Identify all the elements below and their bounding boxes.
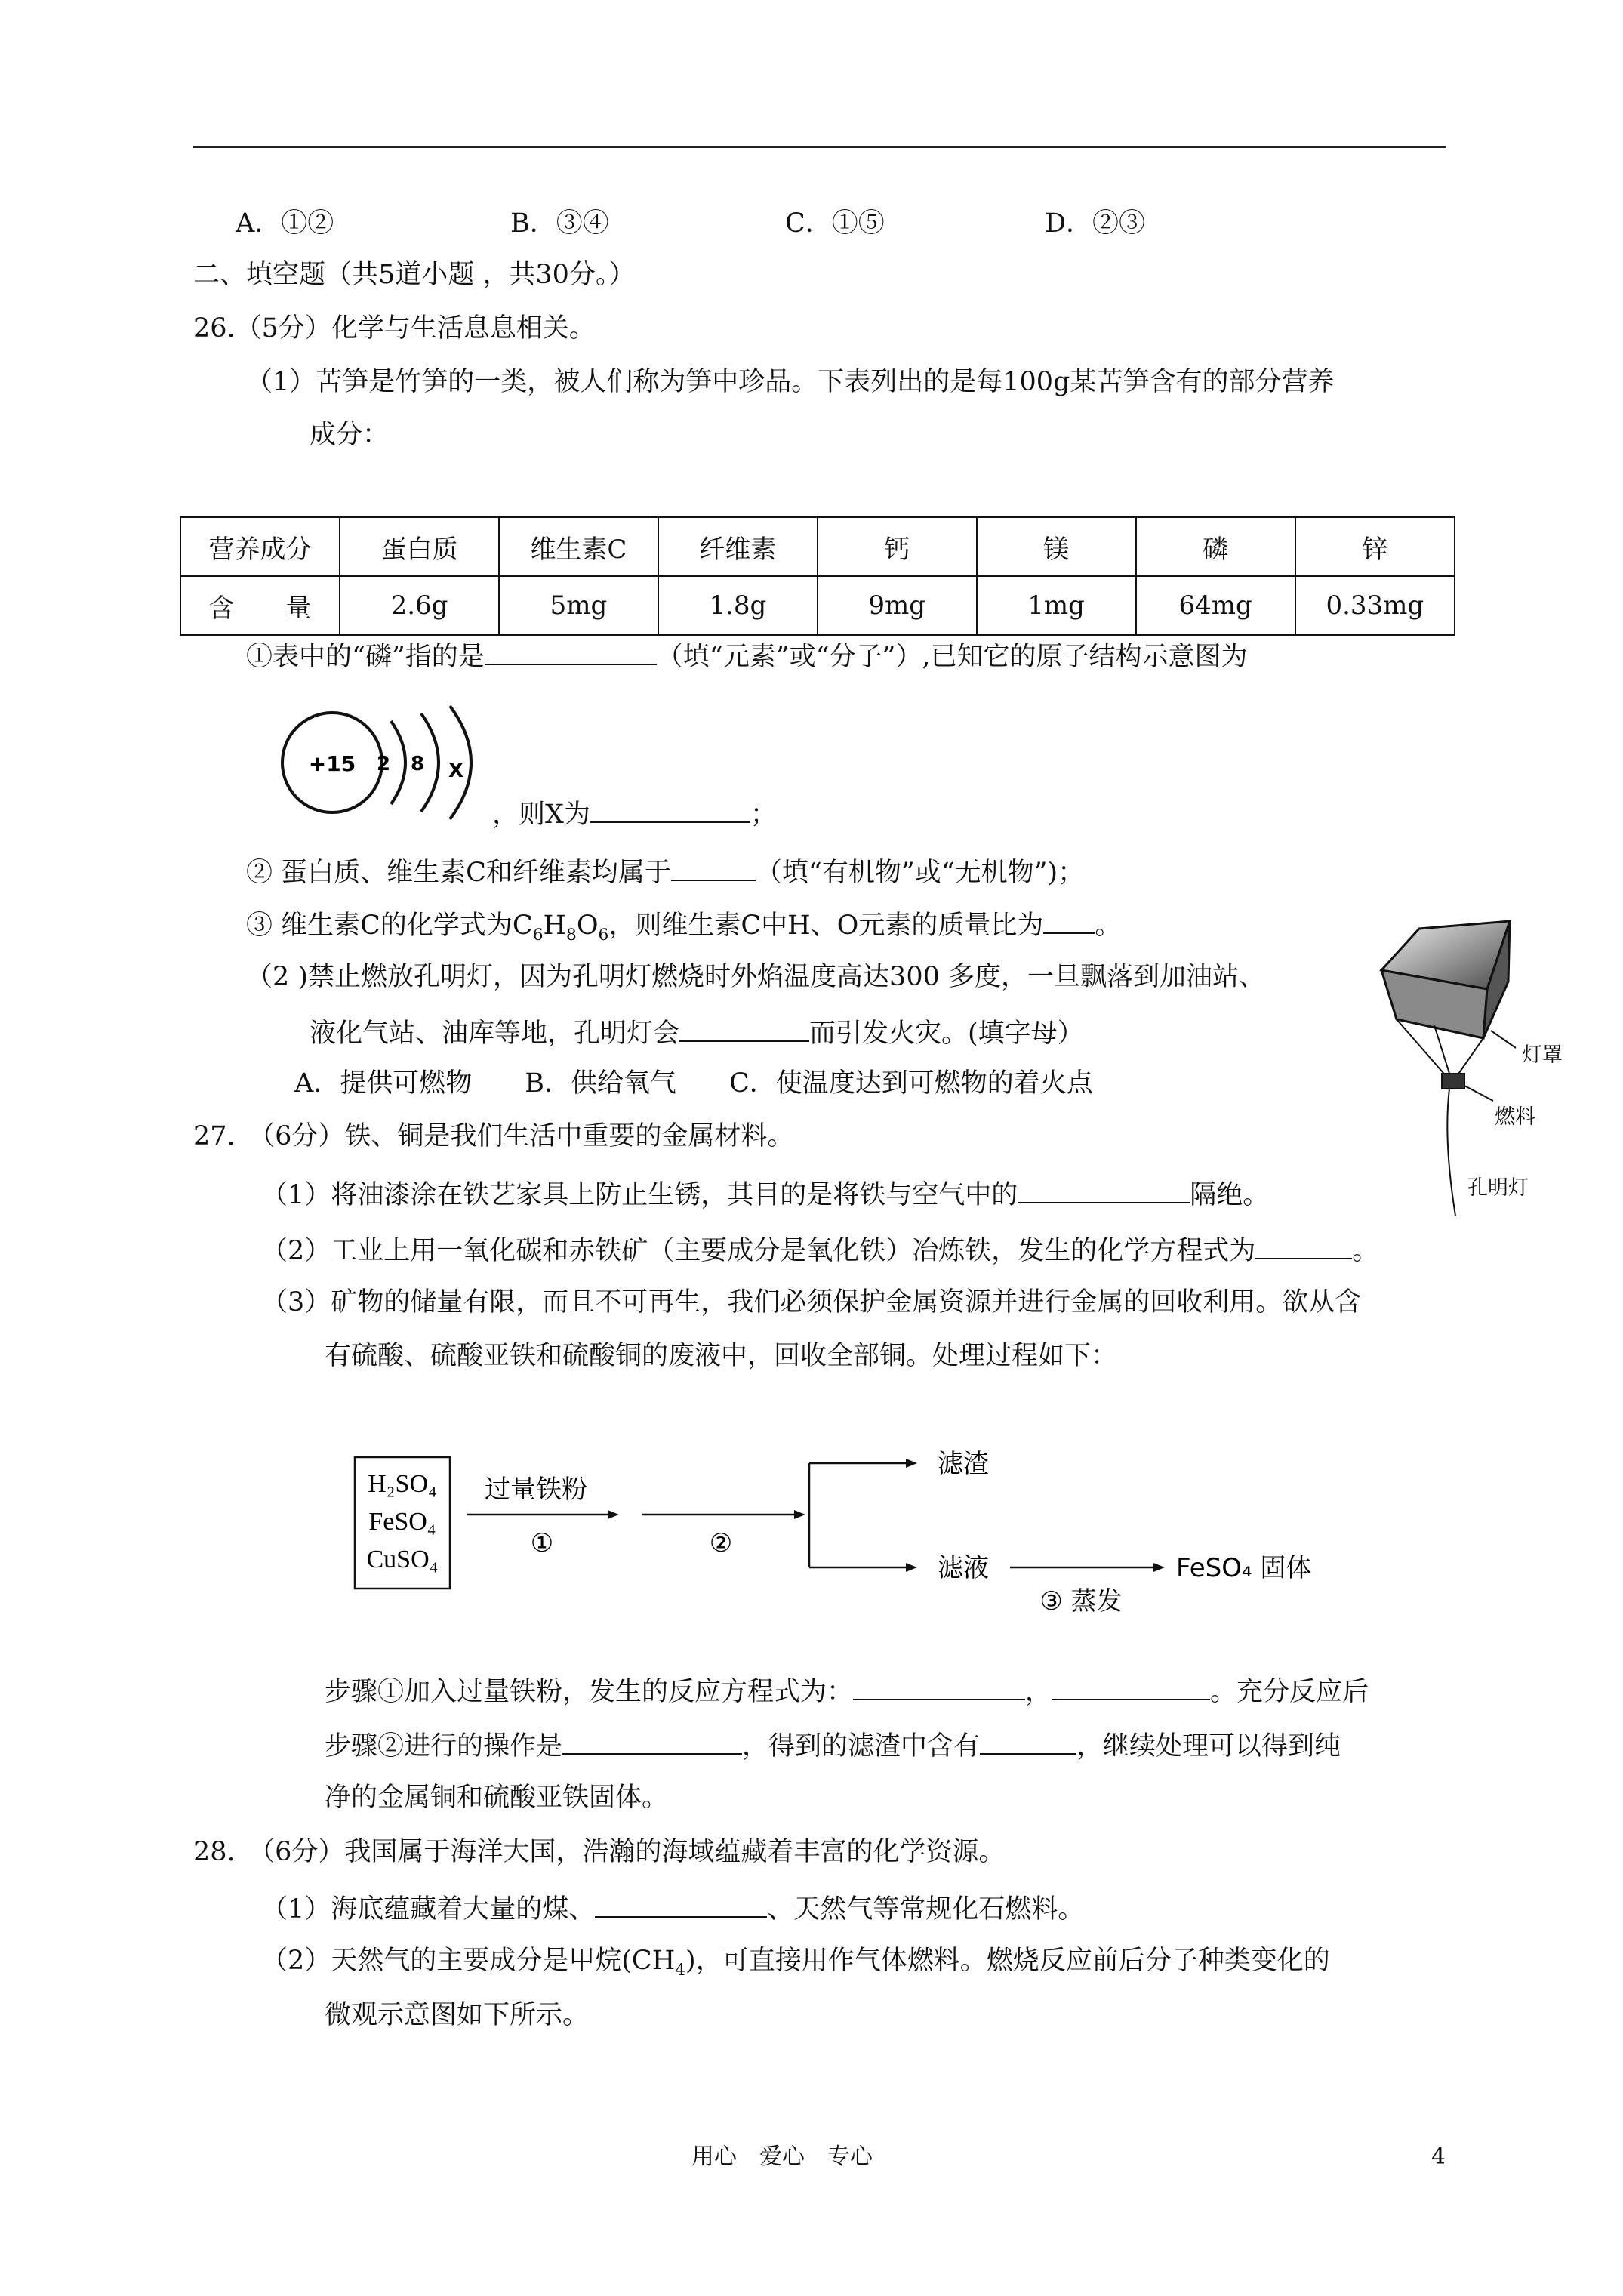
subscript: 8 (566, 926, 577, 945)
page-number: 4 (1431, 2143, 1446, 2170)
x-pre: ，则X为 (492, 800, 590, 830)
arrowhead (608, 1510, 619, 1519)
p2-post: 而引发火灾。(填字母） (809, 1019, 1084, 1049)
s1-pre: 步骤①加入过量铁粉，发生的反应方程式为： (325, 1677, 854, 1707)
lantern-name-label: 孔明灯 (1467, 1176, 1529, 1200)
subscript: 6 (532, 926, 544, 945)
answer-blank (1052, 1676, 1210, 1700)
table-cell: 含 量 (180, 576, 340, 635)
arrowhead (906, 1563, 917, 1572)
footer-motto: 用心 爱心 专心 (691, 2143, 873, 2170)
formula-h: H (543, 911, 567, 941)
q27-p3-line1: （3）矿物的储量有限，而且不可再生，我们必须保护金属资源并进行金属的回收利用。欲从含 (261, 1287, 1362, 1318)
residue-label: 滤渣 (938, 1449, 989, 1479)
step2-label: ② (709, 1528, 733, 1558)
fuel-block (1442, 1074, 1464, 1089)
table-cell: 1mg (977, 576, 1136, 635)
q26-3-end: 。 (1095, 911, 1122, 941)
shell-electrons-1: 2 (376, 753, 391, 775)
s1-post: 。充分反应后 (1210, 1677, 1369, 1707)
s2-pre: 步骤②进行的操作是 (325, 1731, 563, 1761)
q27-p2-line (261, 1235, 1378, 1265)
s1-mid: ， (1025, 1677, 1052, 1707)
table-cell: 2.6g (340, 576, 499, 635)
q26-p2-line1: （2 )禁止燃放孔明灯，因为孔明灯燃烧时外焰温度高达300 多度，一旦飘落到加油站、 (246, 962, 1265, 992)
q26-1-pre: ①表中的“磷”指的是 (246, 642, 485, 672)
answer-blank (595, 1894, 767, 1918)
answer-blank (1043, 910, 1095, 934)
table-cell: 营养成分 (180, 517, 340, 576)
answer-blank (980, 1730, 1076, 1755)
q27-s-line1 (325, 1676, 1369, 1706)
q26-3-line (246, 910, 1121, 944)
arrowhead (794, 1510, 805, 1519)
shell-arc (391, 721, 405, 804)
table-row (180, 576, 1455, 635)
q27-title: 27. （6分）铁、铜是我们生活中重要的金属材料。 (193, 1121, 794, 1151)
q26-p1-line2: 成分： (310, 420, 390, 450)
answer-blank (679, 1018, 809, 1042)
q26-p2-options: A．提供可燃物 B．供给氧气 C．使温度达到可燃物的着火点 (294, 1068, 1093, 1099)
lantern-string (1455, 1038, 1483, 1078)
table-cell: 5mg (499, 576, 658, 635)
table-cell: 钙 (818, 517, 977, 576)
p2-pre: 液化气站、油库等地，孔明灯会 (310, 1019, 680, 1049)
answer-blank (853, 1676, 1025, 1700)
table-cell: 蛋白质 (340, 517, 499, 576)
q28-p1-line (261, 1894, 1084, 1923)
q28-p1-post: 、天然气等常规化石燃料。 (767, 1894, 1085, 1925)
q26-3-post: ，则维生素C中H、O元素的质量比为 (608, 911, 1044, 941)
answer-blank (1255, 1235, 1352, 1259)
q27-p1-post: 隔绝。 (1190, 1180, 1270, 1210)
answer-blank (671, 857, 756, 881)
table-cell: 锌 (1295, 517, 1455, 576)
q28-p2-pre: （2）天然气的主要成分是甲烷(CH (261, 1946, 676, 1976)
q26-p2-line2 (310, 1018, 1084, 1047)
step1-label: ① (530, 1528, 554, 1558)
option-d: D．②③ (1045, 208, 1146, 239)
q27-p2-post: 。 (1352, 1236, 1379, 1266)
q27-p3-line2: 有硫酸、硫酸亚铁和硫酸铜的废液中，回收全部铜。处理过程如下： (325, 1341, 1118, 1371)
header-rule (193, 146, 1446, 148)
nucleus-charge: +15 (308, 751, 356, 776)
table-cell: 64mg (1136, 576, 1295, 635)
s2-mid: ，得到的滤渣中含有 (742, 1731, 981, 1761)
q26-2-pre: ② 蛋白质、维生素C和纤维素均属于 (246, 858, 671, 888)
q26-x-line (492, 799, 777, 828)
tether-line (1447, 1089, 1455, 1216)
table-cell: 维生素C (499, 517, 658, 576)
table-cell: 0.33mg (1295, 576, 1455, 635)
q26-2-post: （填“有机物”或“无机物”)； (755, 858, 1085, 888)
arrowhead (1153, 1563, 1165, 1572)
q28-p2-line2: 微观示意图如下所示。 (325, 2000, 590, 2030)
q27-p1-line (261, 1179, 1269, 1209)
shell-electrons-2: 8 (410, 753, 425, 775)
q28-title: 28. （6分）我国属于海洋大国，浩瀚的海域蕴藏着丰富的化学资源。 (193, 1837, 1006, 1867)
q28-p1-pre: （1）海底蕴藏着大量的煤、 (261, 1894, 596, 1925)
table-header-row (180, 517, 1455, 576)
q26-2-line (246, 857, 1084, 886)
lantern-fuel-label: 燃料 (1495, 1105, 1535, 1129)
subscript: 4 (675, 1961, 686, 1980)
label-pointer (1464, 1086, 1493, 1101)
option-c: C．①⑤ (785, 208, 885, 239)
product-label: FeSO₄ 固体 (1176, 1553, 1312, 1583)
q26-1-line (246, 641, 1248, 670)
q26-title: 26.（5分）化学与生活息息相关。 (193, 313, 596, 344)
formula-o: O (576, 911, 599, 941)
option-a: A．①② (236, 208, 334, 239)
q27-p1-pre: （1）将油漆涂在铁艺家具上防止生锈，其目的是将铁与空气中的 (261, 1180, 1018, 1210)
subscript: 6 (598, 926, 609, 945)
x-post: ； (750, 800, 777, 830)
table-cell: 9mg (818, 576, 977, 635)
table-cell: 纤维素 (658, 517, 818, 576)
reagent-label: 过量铁粉 (485, 1475, 587, 1505)
q26-p1-line1: （1）苦笋是竹笋的一类，被人们称为笋中珍品。下表列出的是每100g某苦笋含有的部分营养 (246, 367, 1335, 397)
label-pointer (1491, 1031, 1516, 1048)
q28-p2-line1 (261, 1948, 1330, 1979)
atom-structure-diagram (278, 702, 482, 823)
q27-s-line2 (325, 1730, 1341, 1760)
table-cell: 镁 (977, 517, 1136, 576)
q26-3-pre: ③ 维生素C的化学式为C (246, 911, 533, 941)
answer-blank (1018, 1179, 1190, 1203)
box-cuso4: CuSO₄ (366, 1546, 439, 1573)
lantern-shade-label: 灯罩 (1522, 1043, 1563, 1067)
filtrate-label: 滤液 (938, 1553, 989, 1583)
q26-1-post: （填“元素”或“分子”）,已知它的原子结构示意图为 (656, 642, 1248, 672)
arrowhead (906, 1459, 917, 1468)
lantern-string (1434, 1025, 1451, 1078)
nutrition-table (180, 516, 1455, 636)
option-b: B．③④ (510, 208, 609, 239)
section-heading: 二、填空题（共5道小题 ，共30分。） (193, 260, 636, 290)
answer-blank (590, 799, 750, 823)
q27-s-line3: 净的金属铜和硫酸亚铁固体。 (325, 1783, 669, 1813)
q28-p2-post: )，可直接用作气体燃料。燃烧反应前后分子种类变化的 (685, 1946, 1330, 1976)
sky-lantern-illustration (1359, 898, 1540, 1216)
q27-p2-pre: （2）工业上用一氧化碳和赤铁矿（主要成分是氧化铁）冶炼铁，发生的化学方程式为 (261, 1236, 1256, 1266)
process-flow-diagram (347, 1435, 1344, 1631)
box-h2so4: H₂SO₄ (368, 1470, 437, 1498)
s2-post: ，继续处理可以得到纯 (1076, 1731, 1341, 1761)
shell-electrons-3: X (448, 760, 464, 782)
table-cell: 磷 (1136, 517, 1295, 576)
table-cell: 1.8g (658, 576, 818, 635)
box-feso4: FeSO₄ (368, 1508, 436, 1536)
step3-label: ③ 蒸发 (1039, 1586, 1123, 1616)
answer-blank (485, 641, 657, 665)
answer-blank (562, 1730, 742, 1755)
